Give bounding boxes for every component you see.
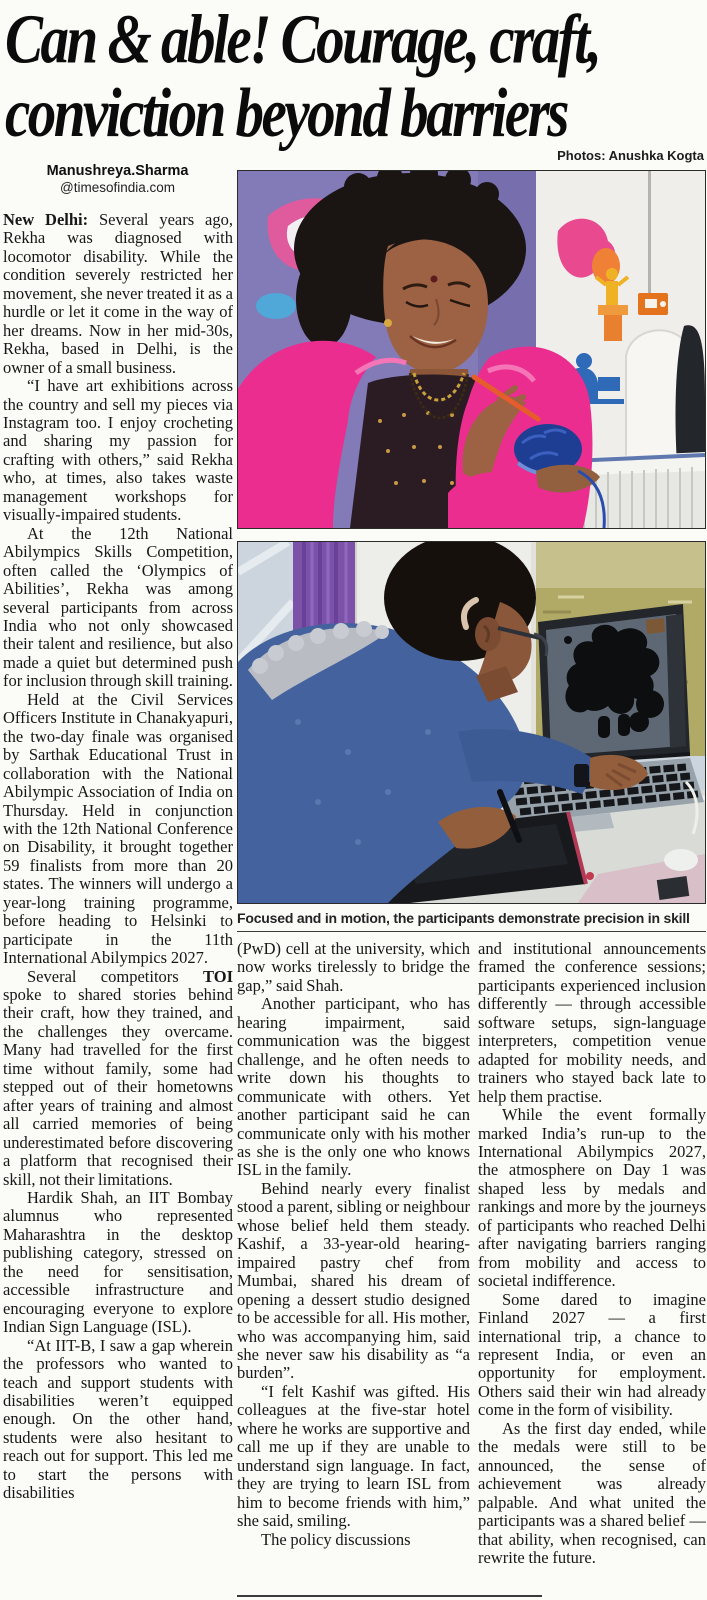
photo-crocheting-participant [237, 170, 706, 529]
body-text: Several competitors [27, 966, 204, 986]
article-paragraph [3, 691, 233, 968]
article-paragraph [3, 377, 233, 525]
bold-text: New Delhi: [3, 211, 99, 229]
body-text: (PwD) cell at the university, which now works tirelessly to bridge the gap,” said Shah. [237, 940, 470, 995]
photo-digital-art-participant [237, 541, 706, 904]
article-paragraph [478, 1291, 706, 1420]
body-text: As the first day ended, while the medals were still to be announced, the sense of achievement was already palpable. And what united the participants was a shared belief — that ability, when recognised, can rewrite the future. [478, 1418, 706, 1567]
body-text: At the 12th National Abilympics Skills Competition, often called the ‘Olympics of Abilities’, Rekha was among several participants from across India who not only showcased their talent and resilience, but also made a quiet but determined push for inclusion through skill training. [3, 523, 233, 691]
article-paragraph [237, 940, 470, 995]
body-text: Several years ago, Rekha was diagnosed with locomotor disability. While the condition severely restricted her movement, she never treated it as a hurdle or let it come in the way of her dreams. Now in her mid-30s, Rekha, based in Delhi, is the owner of a small business. [3, 211, 233, 377]
article-paragraph [478, 1420, 706, 1568]
column-left [3, 211, 233, 1597]
article-end-rule [237, 1595, 542, 1597]
article-paragraph [3, 1189, 233, 1337]
byline [40, 163, 195, 196]
headline [5, 1, 705, 152]
article-paragraph [237, 1180, 470, 1383]
article-paragraph [237, 1531, 470, 1549]
photo-crocheting-illustration [238, 171, 705, 528]
caption-divider [237, 931, 706, 932]
byline-handle: @timesofindia.com [60, 180, 175, 195]
article-paragraph [478, 940, 706, 1106]
article-paragraph [3, 211, 233, 377]
column-right [478, 940, 706, 1598]
body-text: Held at the Civil Services Officers Institute in Chanakyapuri, the two-day finale was organised by Sarthak Educational Trust in collaboration with the National Abilympic Association of India on Thursday. Held in conjunction with the 12th National Conference on Disability, it brought together 59 finalists from more than 20 states. The winners will undergo a year-long training programme, before heading to Helsinki to participate in the 11th International Abilympics 2027. [3, 689, 233, 968]
body-text: Some dared to imagine Finland 2027 — a first international trip, a chance to represent India, or even an opportunity for employment. Others said their win had already come in the form of visibility. [478, 1289, 706, 1420]
bindi [431, 276, 438, 283]
photo-caption: Focused and in motion, the participants demonstrate precision in skill [237, 910, 690, 926]
body-text: Hardik Shah, an IIT Bombay alumnus who represented Maharashtra in the desktop publishing category, stressed on the need for sensitisation, accessible infrastructure and encouraging everyone to explore Indian Sign Language (ISL). [3, 1188, 233, 1337]
body-text: Another participant, who has hearing impairment, said communication was the biggest challenge, and he often needs to write down his thoughts to communicate with others. Yet another participant said he can communicate only with his mother as she is the only one who knows ISL in the family. [237, 994, 470, 1180]
body-text: While the event formally marked India’s run-up to the International Abilympics 2027, the atmosphere on Day 1 was shaped less by medals and rankings and more by the journeys of participants who reached Delhi after navigating barriers ranging from mobility and access to societal indifference. [478, 1105, 706, 1291]
byline-author: Manushreya.Sharma [46, 163, 189, 179]
headline-line-2: conviction beyond barriers [5, 74, 567, 152]
photo-credit: Photos: Anushka Kogta [557, 148, 704, 163]
article-paragraph [3, 1337, 233, 1503]
article-paragraph [478, 1106, 706, 1291]
body-text: “I have art exhibitions across the country and sell my pieces via Instagram too. I enjoy crocheting and sharing my passion for crafting with others,” said Rekha who, at times, also takes waste management workshops for visually-impaired students. [3, 376, 233, 525]
photo-digital-art-illustration [238, 542, 705, 903]
wristwatch [574, 764, 589, 787]
body-text: “At IIT-B, I saw a gap wherein the professors who wanted to teach and support students with disabilities weren’t equipped enough. On the other hand, students were also hesitant to reach out for support. This led me to start the persons with disabilities [3, 1335, 233, 1503]
article-paragraph [237, 1383, 470, 1531]
column-middle [237, 940, 470, 1598]
article-paragraph [3, 525, 233, 691]
article-paragraph [237, 995, 470, 1180]
earring [384, 319, 392, 327]
body-text: “I felt Kashif was gifted. His colleagues at the five-star hotel where he works are supportive and call me up if they are unable to understand sign language. In fact, they are trying to learn ISL from him to become friends with him,” she said, smiling. [237, 1381, 470, 1531]
body-text: The policy discussions [261, 1529, 411, 1549]
body-text: and institutional announcements framed the conference sessions; participants experienced inclusion differently — through accessible software setups, sign-language interpreters, competition venue adapted for mobility needs, and trainers who stayed back late to help them practise. [478, 940, 706, 1106]
bold-text: TOI [203, 966, 233, 986]
body-text: spoke to shared stories behind their craft, how they trained, and the challenges they overcame. Many had travelled for the first time without family, some had stepped out of their hometowns after years of training and almost all carried memories of being underestimated before discovering a platform that recognised their skill, not their limitations. [3, 985, 233, 1189]
body-text: Behind nearly every finalist stood a parent, sibling or neighbour whose belief held them steady. Kashif, a 33-year-old hearing-impaired pastry chef from Mumbai, shared his dream of opening a dessert studio designed to be accessible for all. His mother, who was accompanying him, said she never saw his disability as “a burden”. [237, 1178, 470, 1383]
headline-line-1: Can & able! Courage, craft, [5, 1, 600, 79]
article-paragraph [3, 968, 233, 1189]
